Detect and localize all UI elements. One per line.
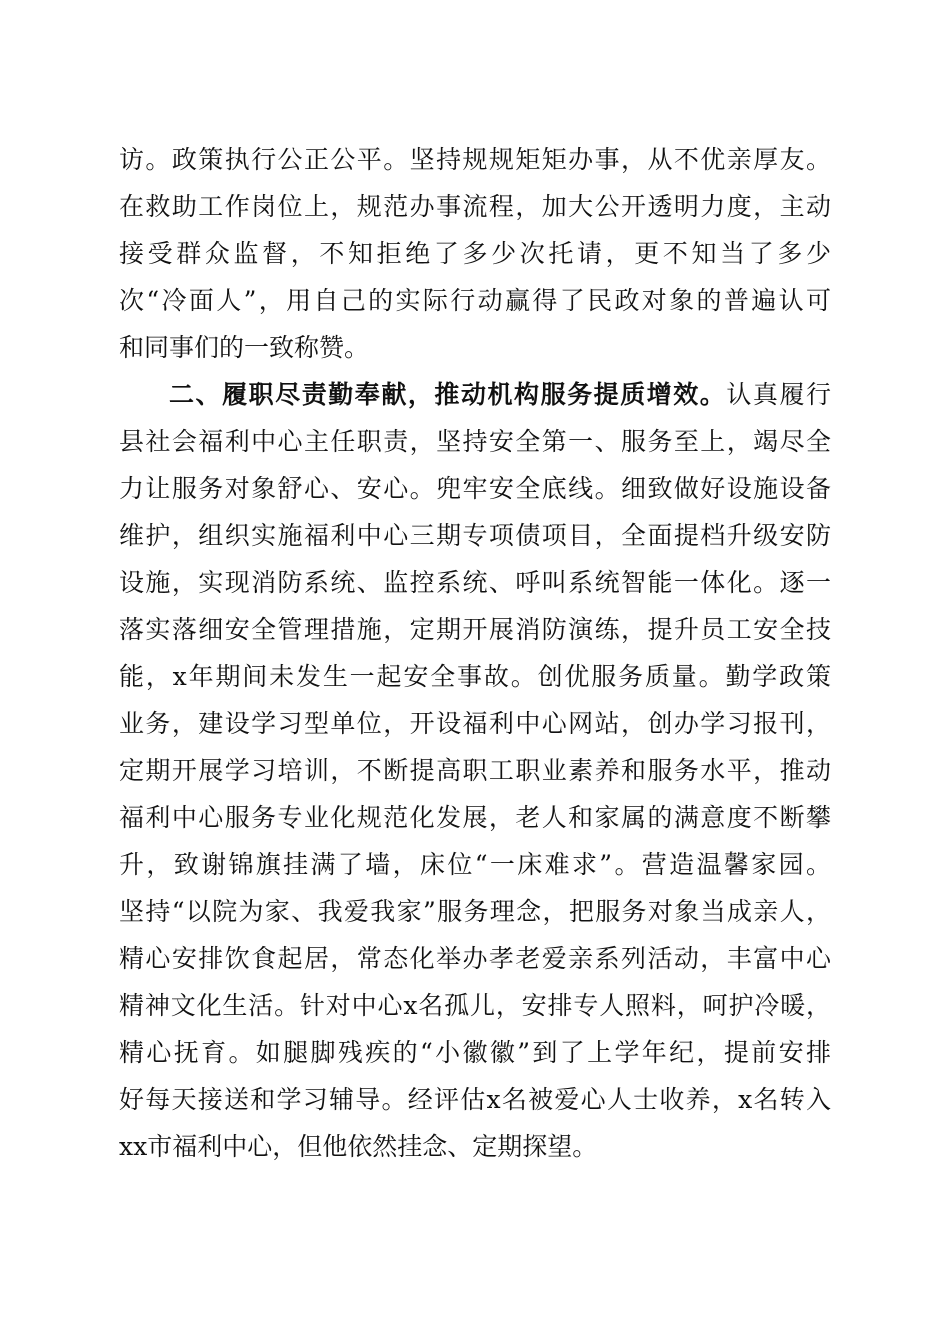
- paragraph-2-line-14: 精神文化生活。针对中心x名孤儿，安排专人照料，呵护冷暖，: [119, 991, 831, 1020]
- paragraph-1-line-4: 次“冷面人”，用自己的实际行动赢得了民政对象的普遍认可: [119, 286, 831, 315]
- paragraph-2-line-17: xx市福利中心，但他依然挂念、定期探望。: [119, 1132, 598, 1161]
- paragraph-2-line-4: 维护，组织实施福利中心三期专项债项目，全面提档升级安防: [119, 521, 831, 550]
- paragraph-2-line-5: 设施，实现消防系统、监控系统、呼叫系统智能一体化。逐一: [119, 568, 831, 597]
- paragraph-1-line-3: 接受群众监督，不知拒绝了多少次托请，更不知当了多少: [119, 239, 831, 268]
- paragraph-2-line-2: 县社会福利中心主任职责，坚持安全第一、服务至上，竭尽全: [119, 427, 831, 456]
- paragraph-2-line-9: 定期开展学习培训，不断提高职工职业素养和服务水平，推动: [119, 756, 831, 785]
- paragraph-2-line-15: 精心抚育。如腿脚残疾的“小徽徽”到了上学年纪，提前安排: [119, 1038, 831, 1067]
- paragraph-2-line-1-rest: 认真履行: [726, 380, 831, 409]
- paragraph-2-line-13: 精心安排饮食起居，常态化举办孝老爱亲系列活动，丰富中心: [119, 944, 831, 973]
- paragraph-1-line-1: 访。政策执行公正公平。坚持规规矩矩办事，从不优亲厚友。: [119, 145, 831, 174]
- paragraph-2-line-1: [169, 379, 831, 411]
- paragraph-2-line-11: 升，致谢锦旗挂满了墙，床位“一床难求”。营造温馨家园。: [119, 850, 831, 879]
- paragraph-2-line-8: 业务，建设学习型单位，开设福利中心网站，创办学习报刊，: [119, 709, 831, 738]
- paragraph-2-line-6: 落实落细安全管理措施，定期开展消防演练，提升员工安全技: [119, 615, 831, 644]
- paragraph-2-line-7: 能，x年期间未发生一起安全事故。创优服务质量。勤学政策: [119, 662, 831, 691]
- paragraph-2-line-3: 力让服务对象舒心、安心。兜牢安全底线。细致做好设施设备: [119, 474, 831, 503]
- paragraph-2-line-10: 福利中心服务专业化规范化发展，老人和家属的满意度不断攀: [119, 803, 831, 832]
- paragraph-2-line-12: 坚持“以院为家、我爱我家”服务理念，把服务对象当成亲人，: [119, 897, 831, 926]
- section-heading: 二、履职尽责勤奉献，推动机构服务提质增效。: [169, 380, 727, 409]
- paragraph-2-line-16: 好每天接送和学习辅导。经评估x名被爱心人士收养，x名转入: [119, 1085, 831, 1114]
- paragraph-1-line-2: 在救助工作岗位上，规范办事流程，加大公开透明力度，主动: [119, 192, 831, 221]
- paragraph-1-line-5: 和同事们的一致称赞。: [119, 333, 370, 362]
